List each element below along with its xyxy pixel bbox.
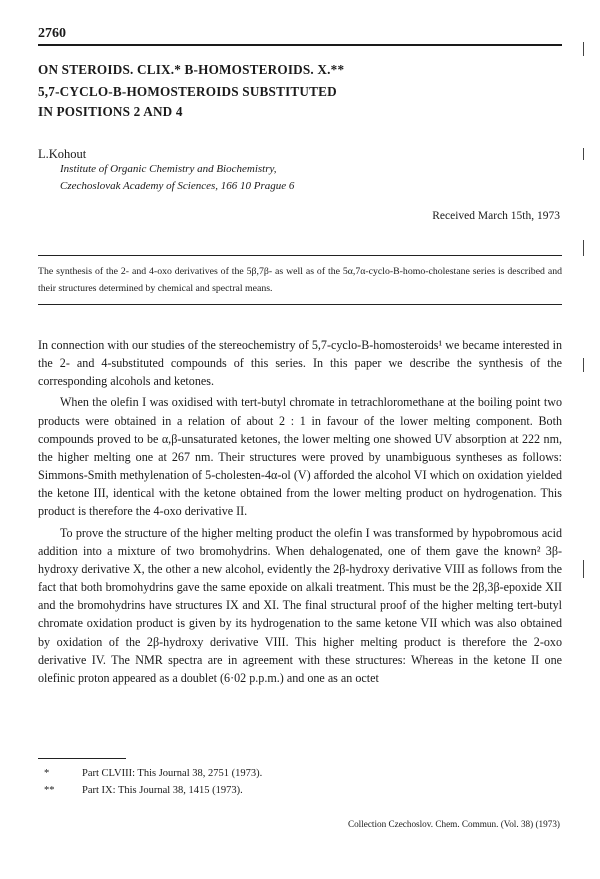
article-title-line-2: 5,7-CYCLO-B-HOMOSTEROIDS SUBSTITUTED — [38, 84, 337, 99]
scan-margin-mark — [583, 148, 584, 160]
affiliation-line-2: Czechoslovak Academy of Sciences, 166 10 Prague 6 — [60, 180, 295, 192]
author-name: L.Kohout — [38, 147, 87, 161]
body-paragraph-3: To prove the structure of the higher melting product the olefin I was transformed by hypobromous acid addition into a mixture of two bromohydrins. When dehalogenated, one of them gave the known² 3β-hydroxy derivative X, the other a new alcohol, evidently the 2β-hydroxy derivative VIII as follows from the fact that both bromohydrins gave the same epoxide on alkali treatment. This must be the 2β,3β-epoxide XII and the bromohydrins have structures IX and XI. The final structural proof of the higher melting tert-butyl chromate oxidation product is given by its hydrogenation to the same ketone VII which was also obtained by oxidation of the 2β-hydroxy derivative VIII. This higher melting product is therefore the 2-oxo derivative IV. The NMR spectra are in agreement with these structures: Whereas in the ketone II one olefinic proton appeared as a doublet (6·02 p.p.m.) and one as an octet — [38, 525, 562, 685]
article-body — [38, 336, 562, 690]
article-title-line-1: ON STEROIDS. CLIX.* B-HOMOSTEROIDS. X.** — [38, 62, 345, 77]
received-date: Received March 15th, 1973 — [432, 210, 560, 222]
footnote-1 — [44, 768, 262, 779]
footnote-text: Part IX: This Journal 38, 1415 (1973). — [82, 785, 243, 796]
body-paragraph-1: In connection with our studies of the stereochemistry of 5,7-cyclo-B-homosteroids¹ we became interested in the 2- and 4-substituted compounds of this series. In this paper we describe the synthesis of the corresponding alcohols and ketones. — [38, 338, 562, 389]
footnote-text: Part CLVIII: This Journal 38, 2751 (1973). — [82, 768, 263, 779]
page-number: 2760 — [38, 26, 66, 41]
abstract-top-rule — [38, 255, 562, 256]
body-paragraph-2: When the olefin I was oxidised with tert-butyl chromate in tetrachloromethane at the boiling point two products were obtained in a relation of about 2 : 1 in favour of the lower melting component. Both compounds proved to be α,β-unsaturated ketones, the lower melting one showed UV absorption at 222 nm, the higher melting one at 267 nm. Their structures were proved by unambiguous syntheses as follows: Simmons-Smith methylenation of 5-cholesten-4α-ol (V) afforded the alcohol VI which on oxidation yielded the ketone III, identical with the ketone obtained from the lower melting product on hydrogenation. This product is therefore the 4-oxo derivative II. — [38, 395, 562, 519]
article-title-line-3: IN POSITIONS 2 AND 4 — [38, 104, 183, 119]
footnote-rule — [38, 758, 126, 759]
affiliation-line-1: Institute of Organic Chemistry and Biochemistry, — [60, 163, 277, 175]
footnote-mark: * — [44, 768, 50, 779]
abstract: The synthesis of the 2- and 4-oxo derivatives of the 5β,7β- as well as of the 5α,7α-cyclo-B-homo-cholestane series is described and their structures determined by chemical and spectral means. — [38, 266, 562, 294]
footnote-2 — [44, 785, 243, 796]
scan-margin-mark — [583, 358, 584, 372]
footnote-mark: ** — [44, 785, 55, 796]
header-rule — [38, 44, 562, 46]
abstract-bottom-rule — [38, 304, 562, 305]
journal-footer: Collection Czechoslov. Chem. Commun. (Vol. 38) (1973) — [347, 819, 560, 829]
scan-margin-mark — [583, 240, 584, 256]
scan-margin-mark — [583, 42, 584, 56]
scan-margin-mark — [583, 560, 584, 578]
